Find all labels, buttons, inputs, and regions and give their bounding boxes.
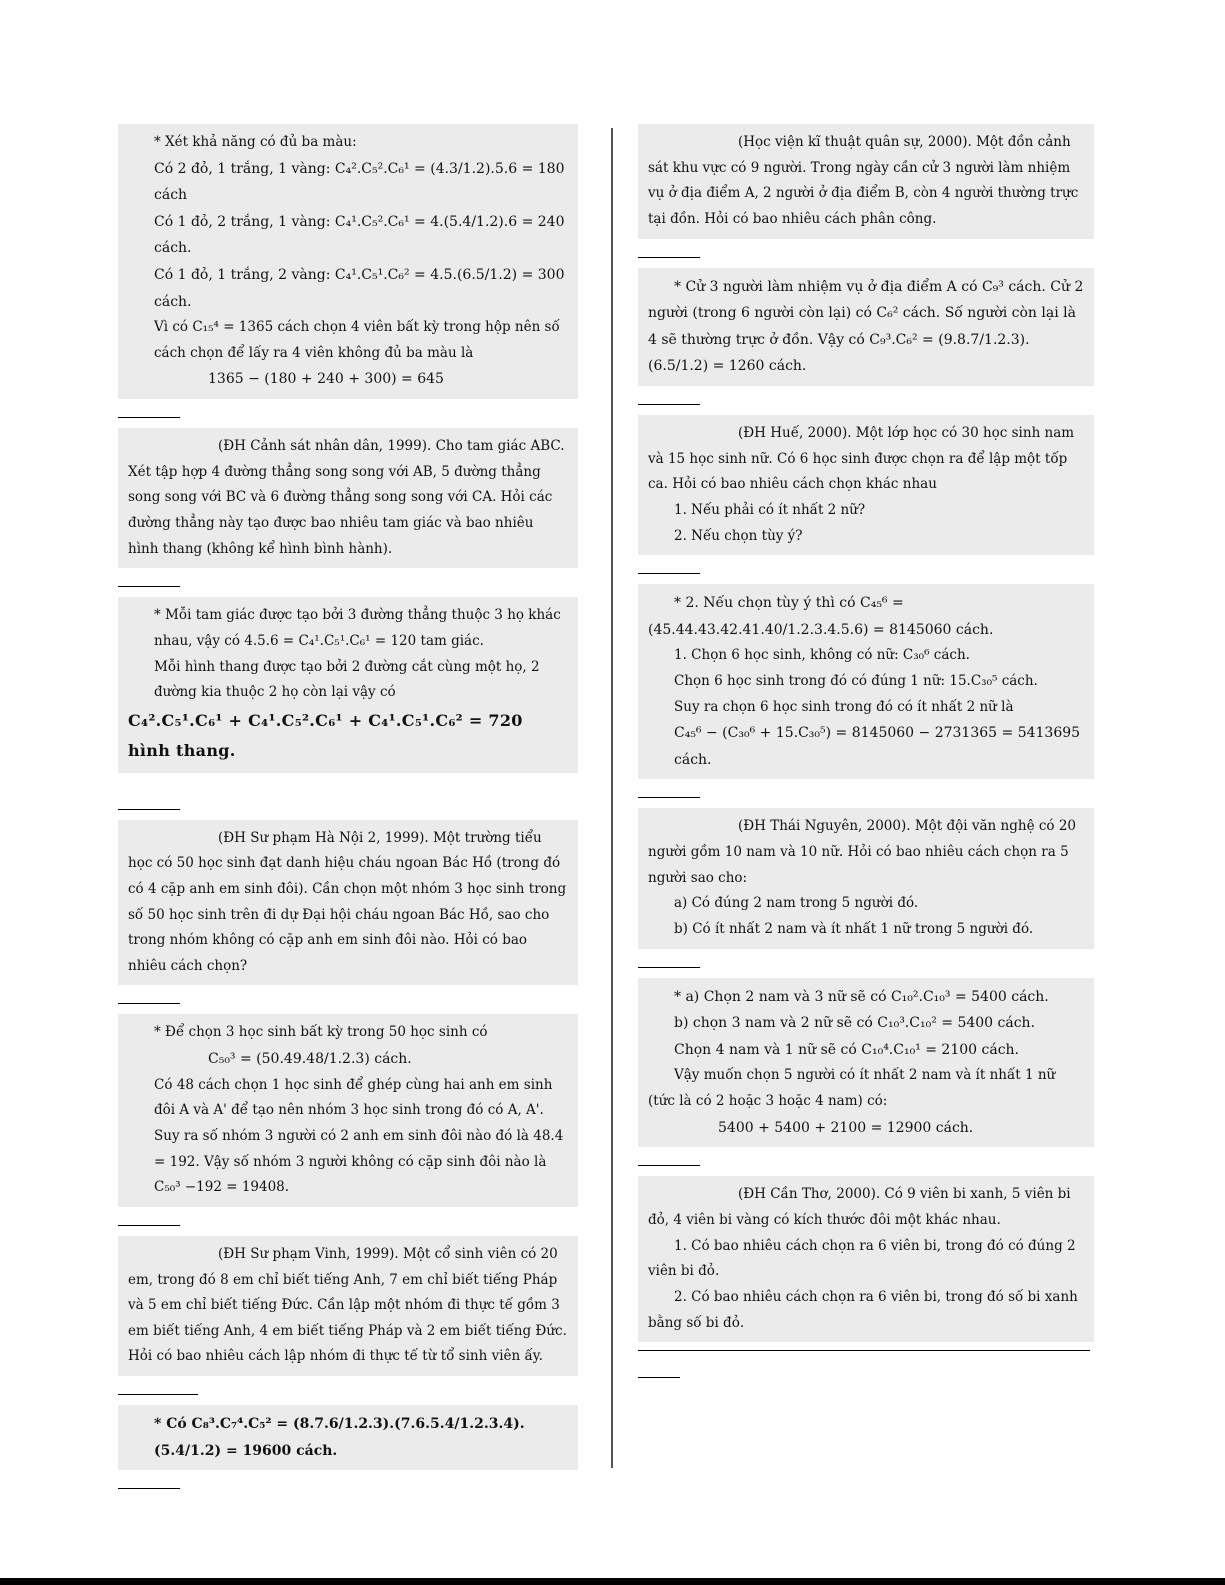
paragraph: (ĐH Cần Thơ, 2000). Có 9 viên bi xanh, 5 viên bi đỏ, 4 viên bi vàng có kích thước đôi một khác nhau.: [648, 1186, 1071, 1228]
paragraph: 1. Chọn 6 học sinh, không có nữ: C₃₀⁶ cách.: [674, 647, 970, 664]
solution-block: [638, 978, 1094, 1148]
left-column: [118, 124, 578, 1499]
solution-block: [638, 268, 1094, 386]
separator-rule: [638, 1377, 680, 1378]
separator-rule: [638, 257, 700, 258]
paragraph: Chọn 6 học sinh trong đó có đúng 1 nữ: 15.C₃₀⁵ cách.: [674, 672, 1038, 689]
separator-rule: [118, 1003, 180, 1004]
paragraph: Có 48 cách chọn 1 học sinh để ghép cùng hai anh em sinh đôi A và A' để tạo nên nhóm 3 học sinh trong đó có A, A'. Suy ra số nhóm 3 người có 2 anh em sinh đôi nào đó là 48.4 = 192. Vậy số nhóm 3 người không có cặp sinh đôi nào là C₅₀³ −192 = 19408.: [154, 1076, 564, 1196]
paragraph: (ĐH Sư phạm Hà Nội 2, 1999). Một trường tiểu học có 50 học sinh đạt danh hiệu cháu ngoan Bác Hồ (trong đó có 4 cặp anh em sinh đôi). Cần chọn một nhóm 3 học sinh trong số 50 học sinh trên đi dự Đại hội cháu ngoan Bác Hồ, sao cho trong nhóm không có cặp anh em sinh đôi nào. Hỏi có bao nhiêu cách chọn?: [128, 829, 567, 974]
equation: C₄².C₅¹.C₆¹ + C₄¹.C₅².C₆¹ + C₄¹.C₅¹.C₆² = 720 hình thang.: [128, 710, 523, 761]
problem-block: [638, 124, 1094, 239]
separator-rule: [118, 417, 180, 418]
paragraph: (ĐH Thái Nguyên, 2000). Một đội văn nghệ có 20 người gồm 10 nam và 10 nữ. Hỏi có bao nhiêu cách chọn ra 5 người sao cho:: [648, 818, 1077, 886]
paragraph: 1. Nếu phải có ít nhất 2 nữ?: [674, 501, 866, 518]
paragraph: a) Có đúng 2 nam trong 5 người đó.: [674, 895, 919, 912]
paragraph: (ĐH Sư phạm Vinh, 1999). Một cổ sinh viên có 20 em, trong đó 8 em chỉ biết tiếng Anh, 7 em chỉ biết tiếng Pháp và 5 em chỉ biết tiếng Đức. Cần lập một nhóm đi thực tế gồm 3 em biết tiếng Anh, 4 em biết tiếng Pháp và 2 em biết tiếng Đức. Hỏi có bao nhiêu cách lập nhóm đi thực tế từ tổ sinh viên ấy.: [128, 1245, 567, 1365]
problem-block: [638, 1176, 1094, 1342]
separator-rule: [118, 1394, 198, 1395]
equation: C₅₀³ = (50.49.48/1.2.3) cách.: [208, 1051, 412, 1068]
equation: 1365 − (180 + 240 + 300) = 645: [208, 371, 444, 388]
separator-rule: [638, 797, 700, 798]
paragraph: * 2. Nếu chọn tùy ý thì có C₄₅⁶ = (45.44.43.42.41.40/1.2.3.4.5.6) = 8145060 cách.: [648, 595, 994, 638]
separator-rule: [638, 404, 700, 405]
equation: * Có C₈³.C₇⁴.C₅² = (8.7.6/1.2.3).(7.6.5.4/1.2.3.4).(5.4/1.2) = 19600 cách.: [154, 1416, 525, 1459]
separator-rule: [118, 1225, 180, 1226]
right-column: [638, 124, 1094, 1388]
paragraph: Mỗi hình thang được tạo bởi 2 đường cắt cùng một họ, 2 đường kia thuộc 2 họ còn lại vậy có: [154, 658, 540, 701]
problem-block: [118, 1236, 578, 1376]
problem-block: [118, 428, 578, 568]
page-bottom-border: [0, 1578, 1225, 1585]
column-divider: [611, 128, 613, 1468]
solution-block: [118, 124, 578, 399]
paragraph: 2. Có bao nhiêu cách chọn ra 6 viên bi, trong đó số bi xanh bằng số bi đỏ.: [648, 1288, 1078, 1331]
equation: 5400 + 5400 + 2100 = 12900 cách.: [718, 1119, 974, 1136]
separator-rule: [638, 573, 700, 574]
separator-rule: [118, 1488, 180, 1489]
separator-rule: [638, 967, 700, 968]
paragraph: (Học viện kĩ thuật quân sự, 2000). Một đồn cảnh sát khu vực có 9 người. Trong ngày cần cử 3 người làm nhiệm vụ ở địa điểm A, 2 người ở địa điểm B, còn 4 người thường trực tại đồn. Hỏi có bao nhiêu cách phân công.: [648, 134, 1079, 227]
equation: Có 2 đỏ, 1 trắng, 1 vàng: C₄².C₅².C₆¹ = (4.3/1.2).5.6 = 180 cách: [154, 160, 565, 204]
equation: * a) Chọn 2 nam và 3 nữ sẽ có C₁₀².C₁₀³ = 5400 cách.: [674, 988, 1049, 1005]
separator-rule: [118, 809, 180, 810]
paragraph: Vậy muốn chọn 5 người có ít nhất 2 nam và ít nhất 1 nữ (tức là có 2 hoặc 3 hoặc 4 nam) có:: [648, 1067, 1056, 1110]
separator-rule: [638, 1350, 1090, 1351]
equation: C₄₅⁶ − (C₃₀⁶ + 15.C₃₀⁵) = 8145060 − 2731365 = 5413695 cách.: [674, 725, 1081, 768]
problem-block: [118, 820, 578, 986]
solution-block: [118, 1014, 578, 1206]
paragraph: Suy ra chọn 6 học sinh trong đó có ít nhất 2 nữ là: [674, 698, 1014, 715]
solution-block: [118, 1405, 578, 1470]
paragraph: 1. Có bao nhiêu cách chọn ra 6 viên bi, trong đó có đúng 2 viên bi đỏ.: [648, 1237, 1076, 1280]
problem-block: [638, 808, 1094, 948]
paragraph: 2. Nếu chọn tùy ý?: [674, 527, 803, 544]
equation: Chọn 4 nam và 1 nữ sẽ có C₁₀⁴.C₁₀¹ = 2100 cách.: [674, 1041, 1020, 1058]
paragraph: Vì có C₁₅⁴ = 1365 cách chọn 4 viên bất kỳ trong hộp nên số cách chọn để lấy ra 4 viên không đủ ba màu là: [154, 319, 560, 361]
equation: b) chọn 3 nam và 2 nữ sẽ có C₁₀³.C₁₀² = 5400 cách.: [674, 1015, 1036, 1032]
paragraph: (ĐH Cảnh sát nhân dân, 1999). Cho tam giác ABC. Xét tập hợp 4 đường thẳng song song với AB, 5 đường thẳng song song với BC và 6 đường thẳng song song với CA. Hỏi các đường thẳng này tạo được bao nhiêu tam giác và bao nhiêu hình thang (không kể hình bình hành).: [128, 438, 565, 557]
solution-block: [118, 597, 578, 772]
paragraph: * Để chọn 3 học sinh bất kỳ trong 50 học sinh có: [154, 1024, 488, 1041]
separator-rule: [638, 1165, 700, 1166]
solution-block: [638, 584, 1094, 779]
equation: Có 1 đỏ, 1 trắng, 2 vàng: C₄¹.C₅¹.C₆² = 4.5.(6.5/1.2) = 300 cách.: [154, 267, 565, 310]
paragraph: * Mỗi tam giác được tạo bởi 3 đường thẳng thuộc 3 họ khác nhau, vậy có 4.5.6 = C₄¹.C₅¹.C₆¹ = 120 tam giác.: [154, 607, 561, 649]
separator-rule: [118, 586, 180, 587]
paragraph: * Cử 3 người làm nhiệm vụ ở địa điểm A có C₉³ cách. Cử 2 người (trong 6 người còn lại) có C₆² cách. Số người còn lại là 4 sẽ thường trực ở đồn. Vậy có C₉³.C₆² = (9.8.7/1.2.3).(6.5/1.2) = 1260 cách.: [648, 278, 1084, 375]
paragraph: (ĐH Huế, 2000). Một lớp học có 30 học sinh nam và 15 học sinh nữ. Có 6 học sinh được chọn ra để lập một tốp ca. Hỏi có bao nhiêu cách chọn khác nhau: [648, 424, 1075, 493]
problem-block: [638, 415, 1094, 555]
paragraph: b) Có ít nhất 2 nam và ít nhất 1 nữ trong 5 người đó.: [674, 921, 1034, 937]
equation: Có 1 đỏ, 2 trắng, 1 vàng: C₄¹.C₅².C₆¹ = 4.(5.4/1.2).6 = 240 cách.: [154, 213, 565, 257]
paragraph: * Xét khả năng có đủ ba màu:: [154, 134, 357, 150]
